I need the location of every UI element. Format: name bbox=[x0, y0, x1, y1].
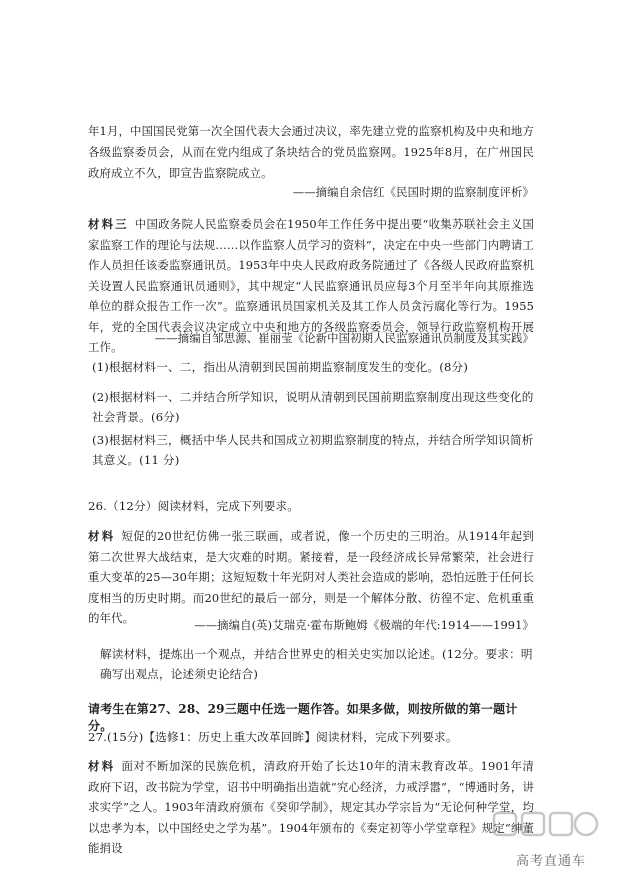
question-26-heading: 26.（12分）阅读材料，完成下列要求。 bbox=[88, 499, 300, 513]
question-3: (3)根据材料三，概括中华人民共和国成立初期监察制度的特点，并结合所学知识简析其意义。(11 分) bbox=[92, 433, 534, 467]
question-26-source: ——摘编自(英)艾瑞克·霍布斯鲍姆《极端的年代:1914——1991》 bbox=[194, 618, 534, 632]
question-26-material bbox=[88, 526, 534, 629]
material3-label: 材料三 bbox=[88, 217, 129, 231]
elective-notice: 请考生在第27、28、29三题中任选一题作答。如果多做，则按所做的第一题计分。 bbox=[88, 702, 518, 733]
question-27-material-text: 面对不断加深的民族危机，清政府开始了长达10年的清末教育改革。1901年清政府下诏，改书院为学堂，诏书中明确指出造就“究心经济，力戒浮嚣”，“博通时务，讲求实学”之人。1903年清政府颁布《癸卯学制》，规定其办学宗旨为“无论何种学堂，均以忠孝为本，以中国经史之学为基”。1904年颁布的《奏定初等小学堂章程》规定“绅董能捐设 bbox=[88, 759, 534, 855]
material2-source: ——摘编自余信红《民国时期的监察制度评析》 bbox=[292, 185, 534, 199]
question-27-heading: 27.(15分)【选修1：历史上重大改革回眸】阅读材料，完成下列要求。 bbox=[88, 730, 458, 744]
question-26-task: 解读材料，提炼出一个观点，并结合世界史的相关史实加以论述。(12分。要求：明确写出观点，论述须史论结合) bbox=[100, 647, 533, 681]
material3-source: ——摘编自邹思源、崔丽莹《论新中国初期人民监察通讯员制度及其实践》 bbox=[154, 331, 534, 345]
material2-tail: 年1月，中国国民党第一次全国代表大会通过决议，率先建立党的监察机构及中央和地方各级监察委员会，从而在党内组成了条块结合的党员监察网。1925年8月，在广州国民政府成立不久，即宣告监察院成立。 bbox=[88, 124, 534, 180]
material3-text: 中国政务院人民监察委员会在1950年工作任务中提出要“收集苏联社会主义国家监察工作的理论与法规……以作监察人员学习的资料”，决定在中央一些部门内聘请工作人员担任该委监察通讯员。1953年中央人民政府政务院通过了《各级人民政府监察机关设置人民监察通讯员通则》，其中规定“人民监察通讯员应每3个月至半年向其原推选单位的群众报告工作一次”。监察通讯员国家机关及其工作人员贪污腐化等行为。1955年，党的全国代表会议决定成立中央和地方的各级监察委员会，领导行政监察机构开展工作。 bbox=[88, 217, 534, 354]
question-26-material-text: 短促的20世纪仿佛一张三联画，或者说，像一个历史的三明治。从1914年起到第二次世界大战结束，是大灾难的时期。紧接着，是一段经济成长异常繁荣，社会进行重大变革的25—30年期；这短短数十年光阴对人类社会造成的影响，恐怕远胜于任何长度相当的历史时期。而20世纪的最后一部分，则是一个解体分散、彷徨不定、危机重重的年代。 bbox=[88, 529, 534, 625]
question-26-material-label: 材料 bbox=[88, 529, 116, 543]
question-1: (1)根据材料一、二，指出从清朝到民国前期监察制度发生的变化。(8分) bbox=[92, 360, 469, 374]
question-27-material-label: 材料 bbox=[88, 759, 116, 773]
question-2: (2)根据材料一、二并结合所学知识，说明从清朝到民国前期监察制度出现这些变化的社会背景。(6分) bbox=[92, 390, 534, 424]
question-27-material bbox=[88, 756, 534, 859]
watermark-text: 高考直通车 bbox=[515, 854, 586, 869]
